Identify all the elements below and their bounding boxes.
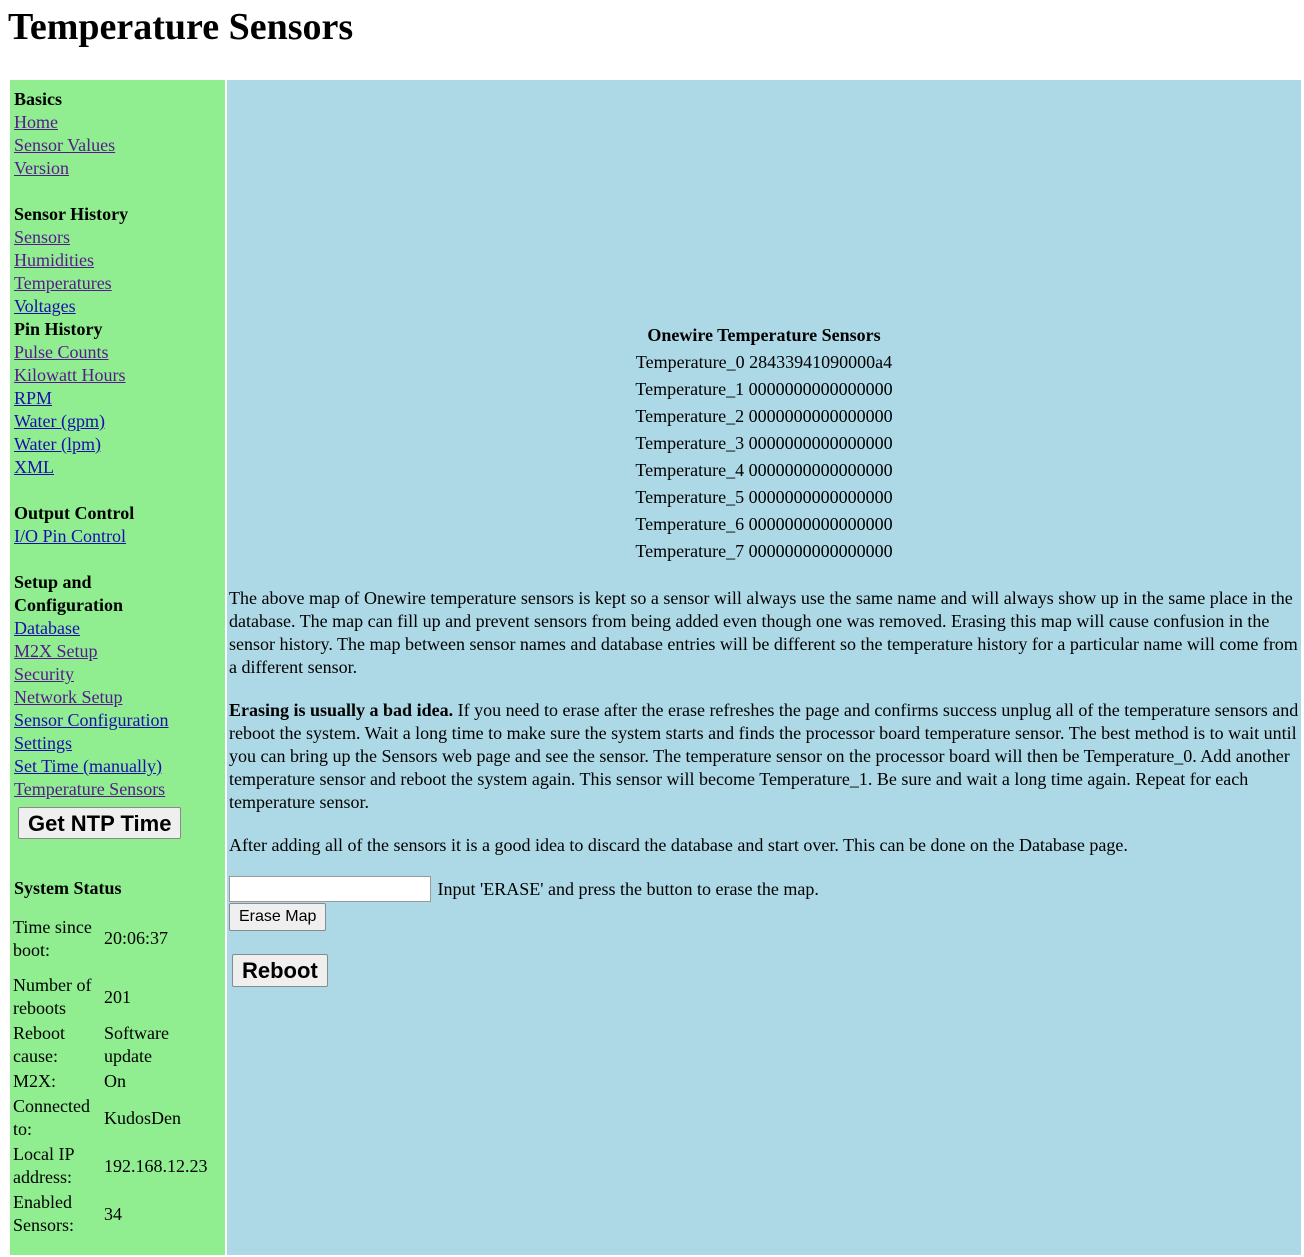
database-advice-paragraph: After adding all of the sensors it is a good idea to discard the database and start over. This can be done on the Database page. [229, 835, 1128, 855]
sensor-map-row: Temperature_6 0000000000000000 [635, 514, 893, 534]
sensor-map-row: Temperature_3 0000000000000000 [635, 433, 893, 453]
status-value: Software update [104, 1023, 169, 1066]
sensor-map-title: Onewire Temperature Sensors [647, 325, 881, 345]
nav-link-database[interactable]: Database [14, 618, 80, 638]
status-row [13, 1022, 208, 1068]
page-title: Temperature Sensors [8, 6, 354, 48]
nav-link-water-gpm[interactable]: Water (gpm) [14, 411, 106, 431]
status-value: On [104, 1071, 126, 1091]
status-label: M2X: [13, 1071, 57, 1091]
sensor-map-row: Temperature_5 0000000000000000 [635, 487, 893, 507]
system-status-heading: System Status [14, 878, 122, 898]
status-label: Connected to: [13, 1096, 90, 1139]
sensor-map [227, 324, 1301, 567]
erase-row [229, 876, 819, 902]
status-value: KudosDen [104, 1107, 181, 1128]
status-row [13, 974, 208, 1020]
status-label: Local IP address: [13, 1144, 74, 1187]
status-row [13, 1095, 208, 1141]
nav-link-io-pin-control[interactable]: I/O Pin Control [14, 526, 127, 546]
nav-link-m2x-setup[interactable]: M2X Setup [14, 641, 98, 661]
sensor-map-row: Temperature_4 0000000000000000 [635, 460, 893, 480]
nav-link-sensor-configuration[interactable]: Sensor Configuration [14, 710, 169, 730]
nav-link-sensors[interactable]: Sensors [14, 227, 71, 247]
nav-link-kilowatt-hours[interactable]: Kilowatt Hours [14, 365, 126, 385]
nav-link-set-time[interactable]: Set Time (manually) [14, 756, 162, 776]
nav-heading-sensor-history: Sensor History [14, 204, 129, 224]
sidebar [10, 80, 225, 1255]
nav-link-settings[interactable]: Settings [14, 733, 73, 753]
get-ntp-time-button[interactable]: Get NTP Time [18, 807, 181, 839]
status-label: Reboot cause: [13, 1023, 65, 1066]
nav-heading-setup: Setup and Configuration [14, 572, 124, 615]
nav-link-rpm[interactable]: RPM [14, 388, 53, 408]
erase-warning-bold: Erasing is usually a bad idea. [229, 700, 454, 720]
reboot-button[interactable]: Reboot [232, 954, 328, 987]
nav-link-voltages[interactable]: Voltages [14, 296, 76, 316]
sensor-map-row: Temperature_2 0000000000000000 [635, 406, 893, 426]
status-value: 192.168.12.23 [104, 1155, 208, 1176]
erase-hint: Input 'ERASE' and press the button to erase the map. [437, 878, 819, 899]
nav-heading-pin-history: Pin History [14, 319, 103, 339]
main-content [227, 80, 1301, 1255]
status-label: Enabled Sensors: [13, 1192, 75, 1235]
map-explanation-paragraph: The above map of Onewire temperature sensors is kept so a sensor will always use the same name and will always show up in the same place in the database. The map can fill up and prevent sensors from being added even though one was removed. Erasing this map will cause confusion in the sensor history. The map between sensor names and database entries will be different so the temperature history for a particular name will come from a different sensor. [229, 588, 1298, 677]
status-label: Time since boot: [13, 916, 92, 960]
nav-heading-basics: Basics [14, 89, 63, 109]
sidebar-nav [10, 80, 225, 839]
nav-link-version[interactable]: Version [14, 158, 69, 178]
system-status-table [10, 903, 211, 1239]
nav-link-sensor-values[interactable]: Sensor Values [14, 135, 116, 155]
status-value: 34 [104, 1203, 122, 1224]
status-row [13, 1143, 208, 1189]
erase-map-button[interactable]: Erase Map [229, 903, 326, 931]
status-row [13, 905, 208, 972]
sensor-map-row: Temperature_1 0000000000000000 [635, 379, 893, 399]
nav-link-humidities[interactable]: Humidities [14, 250, 94, 270]
nav-link-network-setup[interactable]: Network Setup [14, 687, 123, 707]
nav-link-pulse-counts[interactable]: Pulse Counts [14, 342, 109, 362]
status-value: 20:06:37 [104, 928, 169, 948]
nav-link-water-lpm[interactable]: Water (lpm) [14, 434, 102, 454]
status-row [13, 1191, 208, 1237]
erase-warning-text: If you need to erase after the erase refreshes the page and confirms success unplug all of the temperature sensors and reboot the system. Wait a long time to make sure the system starts and finds the processor board temperature sensor. The best method is to wait until you can bring up the Sensors web page and see the sensor. The temperature sensor on the processor board will then be Temperature_0. Add another temperature sensor and reboot the system again. This sensor will become Temperature_1. Be sure and wait a long time again. Repeat for each temperature sensor. [229, 700, 1299, 812]
sensor-map-row: Temperature_0 28433941090000a4 [635, 352, 893, 372]
erase-warning-paragraph [229, 699, 1299, 814]
nav-link-temperature-sensors[interactable]: Temperature Sensors [14, 779, 166, 799]
status-value: 201 [104, 986, 131, 1007]
status-row [13, 1070, 208, 1093]
status-label: Number of reboots [13, 975, 92, 1018]
erase-confirm-input[interactable] [229, 876, 431, 902]
nav-link-security[interactable]: Security [14, 664, 74, 684]
nav-link-temperatures[interactable]: Temperatures [14, 273, 112, 293]
nav-heading-output-control: Output Control [14, 503, 135, 523]
sensor-map-row: Temperature_7 0000000000000000 [635, 541, 893, 561]
nav-link-xml[interactable]: XML [14, 457, 54, 477]
nav-link-home[interactable]: Home [14, 112, 58, 132]
